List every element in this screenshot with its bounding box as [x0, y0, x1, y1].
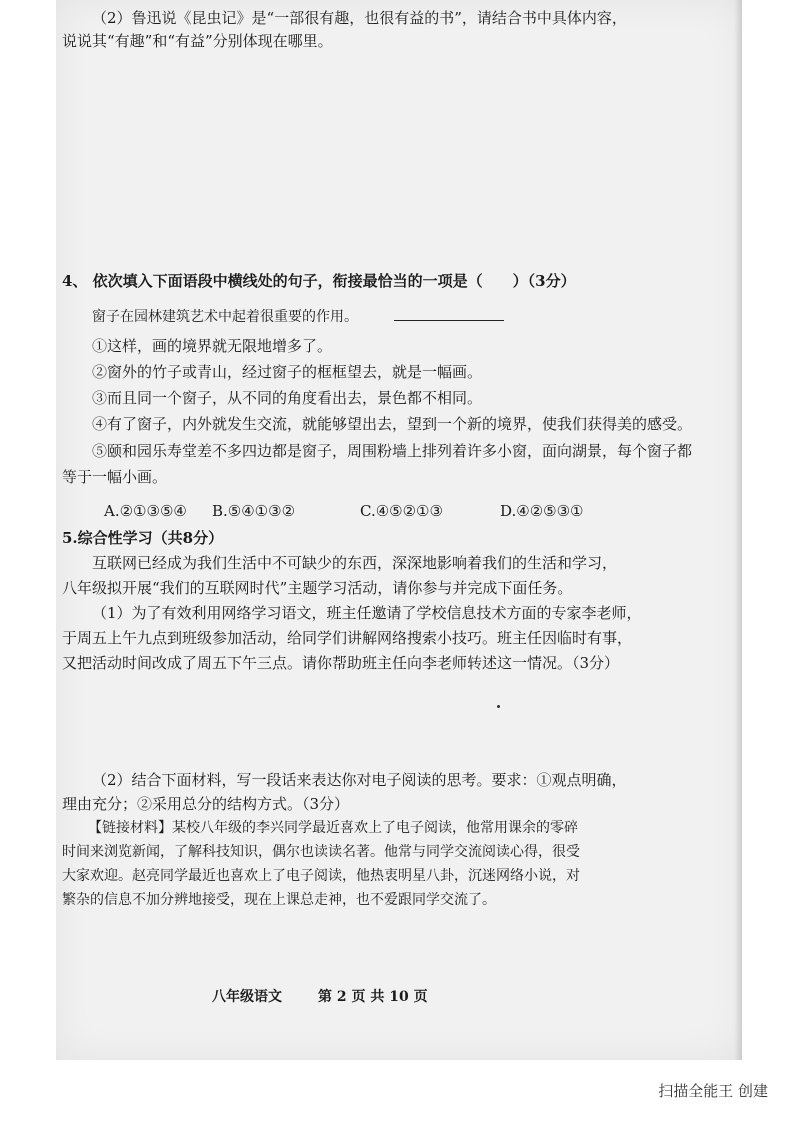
q5-intro-line1: 互联网已经成为我们生活中不可缺少的东西，深深地影响着我们的生活和学习， — [92, 554, 618, 572]
q5-part1-line1: （1）为了有效利用网络学习语文，班主任邀请了学校信息技术方面的专家李老师， — [92, 604, 642, 622]
page-edge-shadow — [734, 0, 742, 1060]
footer-page-number: 第 2 页 共 10 页 — [318, 989, 428, 1005]
q5-title: 5.综合性学习（共8分） — [62, 529, 224, 547]
q4-sentence-1: ①这样，画的境界就无限地增多了。 — [92, 337, 333, 355]
q5-material-line1: 【链接材料】某校八年级的李兴同学最近喜欢上了电子阅读，他常用课余的零碎 — [88, 820, 578, 836]
q5-material-line3: 大家欢迎。赵亮同学最近也喜欢上了电子阅读，他热衷明星八卦，沉迷网络小说，对 — [62, 868, 580, 884]
fill-blank-line — [394, 320, 504, 321]
q4-option-d: D.④②⑤③① — [500, 502, 584, 520]
q4-sentence-3: ③而且同一个窗子，从不同的角度看出去，景色都不相同。 — [92, 389, 483, 407]
footer-subject: 八年级语文 — [212, 989, 282, 1005]
q5-part1-line3: 又把活动时间改成了周五下午三点。请你帮助班主任向李老师转述这一情况。（3分） — [62, 654, 620, 672]
q4-option-c: C.④⑤②①③ — [360, 502, 443, 520]
q5-intro-line2: 八年级拟开展“我们的互联网时代”主题学习活动，请你参与并完成下面任务。 — [62, 579, 573, 597]
q5-part2-line1: （2）结合下面材料，写一段话来表达你对电子阅读的思考。要求：①观点明确， — [92, 771, 627, 789]
q5-part1-line2: 于周五上午九点到班级参加活动，给同学们讲解网络搜索小技巧。班主任因临时有事， — [62, 629, 633, 647]
q4-option-b: B.⑤④①③② — [212, 502, 296, 520]
q5-material-line2: 时间来浏览新闻，了解科技知识，偶尔也读读名著。他常与同学交流阅读心得，很受 — [62, 844, 580, 860]
q4-sentence-5-continued: 等于一幅小画。 — [62, 468, 168, 486]
q4-sentence-4: ④有了窗子，内外就发生交流，就能够望出去，望到一个新的境界，使我们获得美的感受。 — [92, 415, 693, 433]
q4-title: 4、 依次填入下面语段中横线处的句子，衔接最恰当的一项是（ ）（3分） — [62, 272, 576, 290]
scanner-watermark: 扫描全能王 创建 — [658, 1082, 768, 1100]
q5-material-line4: 繁杂的信息不加分辨地接受，现在上课总走神，也不爱跟同学交流了。 — [62, 892, 496, 908]
q4-sentence-5: ⑤颐和园乐寿堂差不多四边都是窗子，周围粉墙上排列着许多小窗，面向湖景，每个窗子都 — [92, 442, 693, 460]
q4-stem: 窗子在园林建筑艺术中起着很重要的作用。 — [92, 309, 358, 325]
stray-mark — [497, 705, 500, 708]
q5-part2-line2: 理由充分；②采用总分的结构方式。（3分） — [62, 795, 350, 813]
q4-sentence-2: ②窗外的竹子或青山，经过窗子的框框望去，就是一幅画。 — [92, 363, 483, 381]
q3-part2-line2: 说说其“有趣”和“有益”分别体现在哪里。 — [62, 32, 333, 50]
q4-option-a: A.②①③⑤④ — [104, 502, 187, 520]
q3-part2-line1: （2）鲁迅说《昆虫记》是“一部很有趣，也很有益的书”，请结合书中具体内容， — [92, 9, 627, 27]
